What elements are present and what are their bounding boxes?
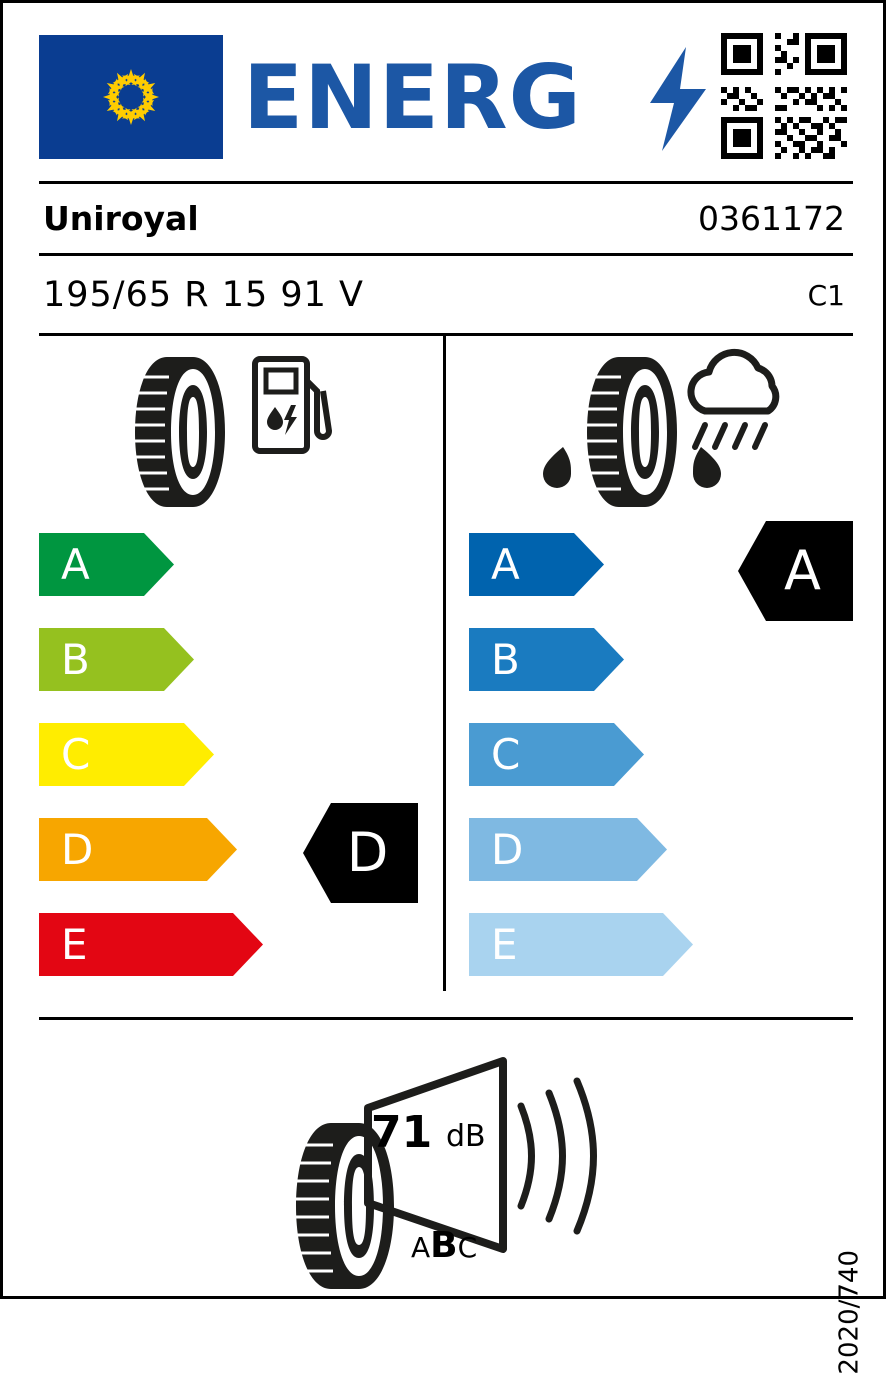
water-splash-left-icon <box>539 443 589 488</box>
fuel-grade-b-label: B <box>61 635 90 684</box>
fuel-grade-c <box>39 723 214 786</box>
wet-grade-d <box>469 818 667 881</box>
divider-size <box>39 333 853 336</box>
noise-class-b: B <box>430 1225 458 1266</box>
tyre-size: 195/65 R 15 91 V <box>43 275 364 315</box>
rain-cloud-icon <box>679 355 794 465</box>
fuel-grade-d-label: D <box>61 825 94 874</box>
wet-grade-e-label: E <box>491 920 518 969</box>
trade-code: 0361172 <box>698 199 845 238</box>
fuel-pump-icon <box>251 355 326 455</box>
noise-value: 71 <box>371 1107 433 1158</box>
wet-grade-b-label: B <box>491 635 520 684</box>
page-title: ENERG <box>243 46 582 149</box>
fuel-grade-e-label: E <box>61 920 88 969</box>
lightning-bolt-icon <box>648 47 708 151</box>
year-code: 2020/740 <box>835 1250 865 1375</box>
divider-noise <box>39 1017 853 1020</box>
sound-waves-icon <box>511 1071 601 1241</box>
brand-name: Uniroyal <box>43 199 199 238</box>
fuel-grade-e <box>39 913 263 976</box>
fuel-selected-grade-label: D <box>346 821 389 884</box>
divider-center <box>443 335 446 991</box>
tyre-icon <box>131 355 241 510</box>
noise-class-a: A <box>411 1231 431 1264</box>
fuel-selected-grade <box>303 803 418 903</box>
wet-grade-a-label: A <box>491 540 520 589</box>
fuel-grade-a <box>39 533 174 596</box>
noise-unit: dB <box>446 1119 486 1154</box>
divider-header <box>39 181 853 184</box>
wet-grade-a <box>469 533 604 596</box>
label-header <box>3 3 883 181</box>
qr-code-icon <box>721 33 847 159</box>
fuel-grade-c-label: C <box>61 730 91 779</box>
fuel-grade-a-label: A <box>61 540 90 589</box>
noise-class-scale <box>411 1225 477 1266</box>
wet-grade-c <box>469 723 644 786</box>
wet-grade-b <box>469 628 624 691</box>
wet-selected-grade-label: A <box>784 539 821 602</box>
wet-selected-grade <box>738 521 853 621</box>
tyre-class: C1 <box>807 279 845 312</box>
wet-grade-e <box>469 913 693 976</box>
eu-flag-icon <box>39 35 223 159</box>
wet-grade-d-label: D <box>491 825 524 874</box>
noise-class-c: C <box>457 1231 478 1264</box>
fuel-grade-d <box>39 818 237 881</box>
divider-brand <box>39 253 853 256</box>
fuel-grade-b <box>39 628 194 691</box>
wet-grade-c-label: C <box>491 730 521 779</box>
